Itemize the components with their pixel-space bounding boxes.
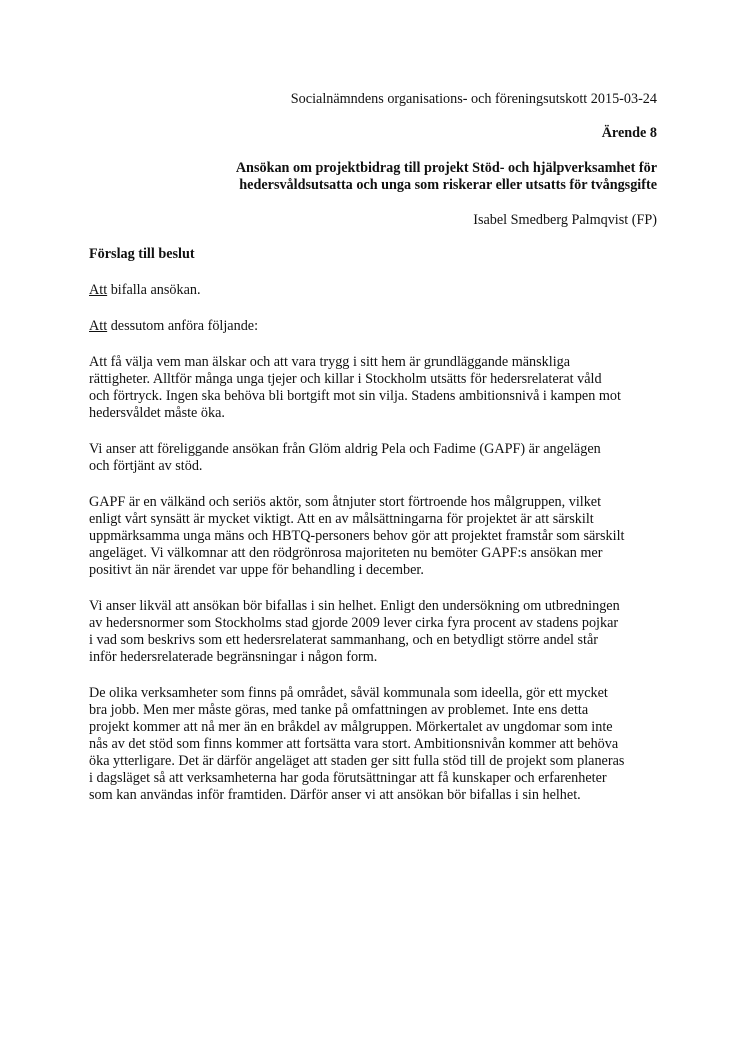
p5-line: projekt kommer att nå mer än en bråkdel av målgruppen. Mörkertalet av ungdomar som inte — [89, 719, 613, 735]
p1-line: rättigheter. Alltför många unga tjejer och killar i Stockholm utsätts för hedersrelaterat våld — [89, 371, 602, 387]
paragraph-3 — [89, 494, 659, 579]
p4-line: Vi anser likväl att ansökan bör bifallas i sin helhet. Enligt den undersökning om utbredningen — [89, 598, 620, 614]
paragraph-4 — [89, 598, 659, 666]
paragraph-5 — [89, 685, 659, 804]
title-line-1: Ansökan om projektbidrag till projekt Stöd- och hjälpverksamhet för — [235, 160, 657, 176]
p3-line: GAPF är en välkänd och seriös aktör, som åtnjuter stort förtroende hos målgruppen, vilket — [89, 494, 602, 510]
p3-line: uppmärksamma unga mäns och HBTQ-personers behov gör att projektet framstår som särskilt — [89, 528, 625, 544]
title-line-2: hedersvåldsutsatta och unga som riskerar eller utsatts för tvångsgifte — [239, 177, 657, 193]
p4-line: i vad som beskrivs som ett hedersrelaterat sammanhang, och en betydligt större andel står — [89, 632, 599, 648]
p5-line: bra jobb. Men mer måste göras, med tanke på omfattningen av problemet. Inte ens detta — [89, 702, 589, 718]
p3-line: angeläget. Vi välkomnar att den rödgrönrosa majoriteten nu bemöter GAPF:s ansökan mer — [89, 545, 603, 561]
p4-line: av hedersnormer som Stockholms stad gjorde 2009 lever cirka fyra procent av stadens pojkar — [89, 615, 619, 631]
p4-line: inför hedersrelaterade begränsningar i någon form. — [89, 649, 378, 665]
att-word-1: Att — [89, 282, 108, 298]
att-word-2: Att — [89, 318, 108, 334]
p2-line: och förtjänt av stöd. — [89, 458, 203, 474]
p3-line: positivt än när ärendet var uppe för behandling i december. — [89, 562, 424, 578]
decision-1 — [89, 282, 659, 299]
p1-line: Att få välja vem man älskar och att vara trygg i sitt hem är grundläggande mänskliga — [89, 354, 571, 370]
p2-line: Vi anser att föreliggande ansökan från Glöm aldrig Pela och Fadime (GAPF) är angelägen — [89, 441, 601, 457]
document-body — [89, 246, 659, 823]
case-number: Ärende 8 — [601, 125, 657, 141]
p1-line: och förtryck. Ingen ska behöva bli bortgift mot sin vilja. Stadens ambitionsnivå i kampen mot — [89, 388, 621, 404]
decision-2-text: dessutom anföra följande: — [107, 318, 259, 334]
decision-2 — [89, 318, 659, 335]
paragraph-2 — [89, 441, 659, 475]
paragraph-1 — [89, 354, 659, 422]
p5-line: öka ytterligare. Det är därför angeläget att staden ger sitt fulla stöd till de projekt som planeras — [89, 753, 625, 769]
document-title — [137, 160, 657, 194]
committee-date-line: Socialnämndens organisations- och föreningsutskott 2015-03-24 — [290, 91, 657, 107]
section-heading: Förslag till beslut — [89, 246, 195, 262]
p5-line: i dagsläget så att verksamheterna har goda förutsättningar att få kunskaper och erfarenheter — [89, 770, 607, 786]
p5-line: som kan användas inför framtiden. Därför anser vi att ansökan bör bifallas i sin helhet. — [89, 787, 581, 803]
decision-1-text: bifalla ansökan. — [107, 282, 201, 298]
p5-line: nås av det stöd som finns kommer att fortsätta vara stort. Ambitionsnivån kommer att behöva — [89, 736, 619, 752]
p5-line: De olika verksamheter som finns på området, såväl kommunala som ideella, gör ett mycket — [89, 685, 608, 701]
p1-line: hedersvåldet måste öka. — [89, 405, 225, 421]
author-line: Isabel Smedberg Palmqvist (FP) — [473, 212, 657, 228]
p3-line: enligt vårt synsätt är mycket viktigt. Att en av målsättningarna för projektet är att särskilt — [89, 511, 594, 527]
